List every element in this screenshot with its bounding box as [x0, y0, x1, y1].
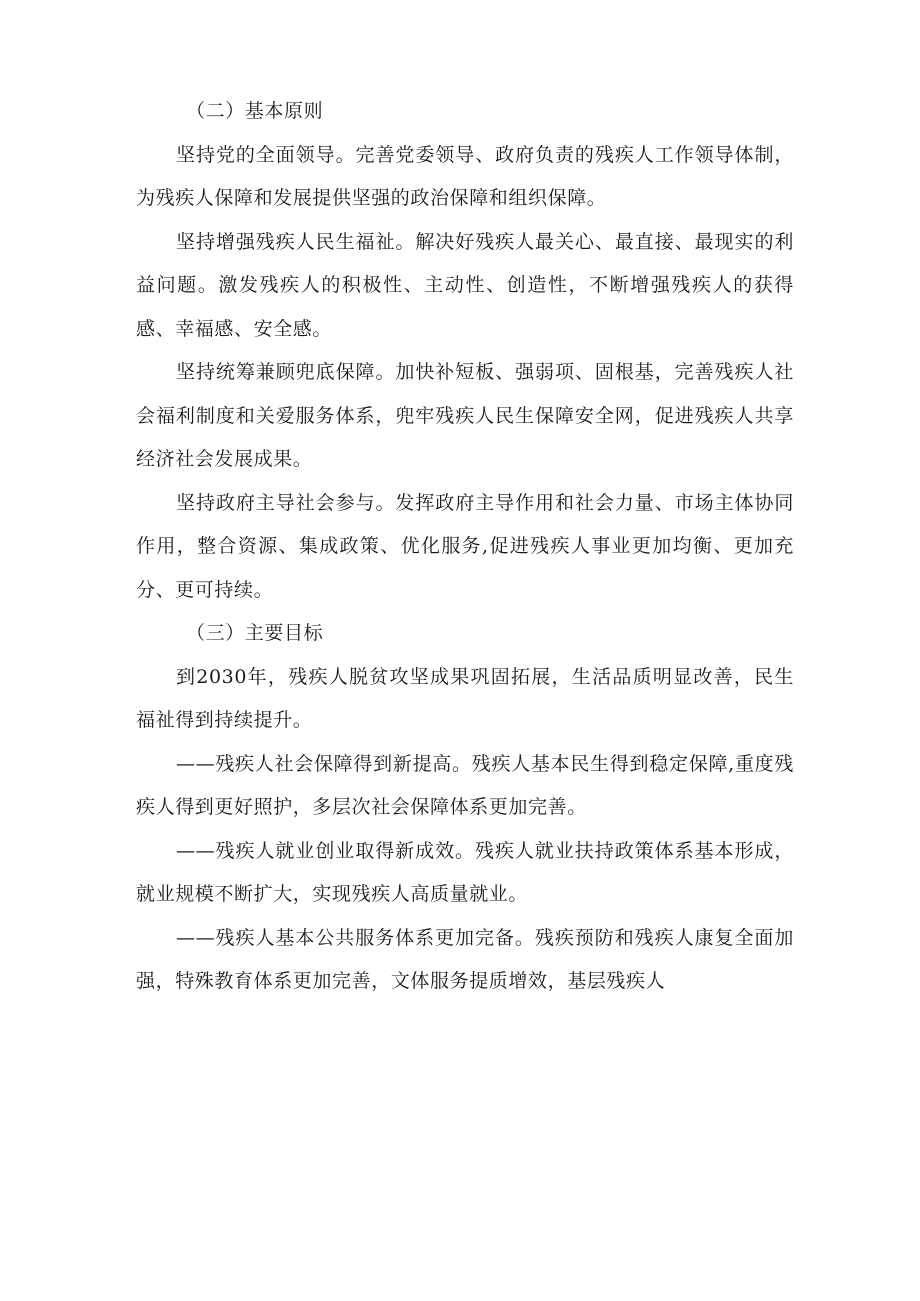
paragraph: 坚持党的全面领导。完善党委领导、政府负责的残疾人工作领导体制，为残疾人保障和发展提供坚强的政治保障和组织保障。: [136, 143, 794, 209]
document-body: [136, 90, 794, 1004]
section-heading-basic-principles: （二）基本原则: [186, 100, 324, 122]
paragraph: ——残疾人社会保障得到新提高。残疾人基本民生得到稳定保障,重度残疾人得到更好照护，多层次社会保障体系更加完善。: [136, 752, 794, 818]
paragraph: 到2030年，残疾人脱贫攻坚成果巩固拓展，生活品质明显改善，民生福祉得到持续提升。: [136, 665, 794, 731]
paragraph: 坚持增强残疾人民生福祉。解决好残疾人最关心、最直接、最现实的利益问题。激发残疾人的积极性、主动性、创造性，不断增强残疾人的获得感、幸福感、安全感。: [136, 230, 794, 340]
section-heading-main-goals: （三）主要目标: [186, 622, 324, 644]
paragraph: 坚持政府主导社会参与。发挥政府主导作用和社会力量、市场主体协同作用，整合资源、集成政策、优化服务,促进残疾人事业更加均衡、更加充分、更可持续。: [136, 491, 794, 601]
paragraph: 坚持统筹兼顾兜底保障。加快补短板、强弱项、固根基，完善残疾人社会福利制度和关爱服务体系，兜牢残疾人民生保障安全网，促进残疾人共享经济社会发展成果。: [136, 361, 794, 470]
paragraph: ——残疾人基本公共服务体系更加完备。残疾预防和残疾人康复全面加强，特殊教育体系更加完善，文体服务提质增效，基层残疾人: [136, 926, 794, 992]
paragraph: ——残疾人就业创业取得新成效。残疾人就业扶持政策体系基本形成，就业规模不断扩大，实现残疾人高质量就业。: [136, 839, 794, 905]
